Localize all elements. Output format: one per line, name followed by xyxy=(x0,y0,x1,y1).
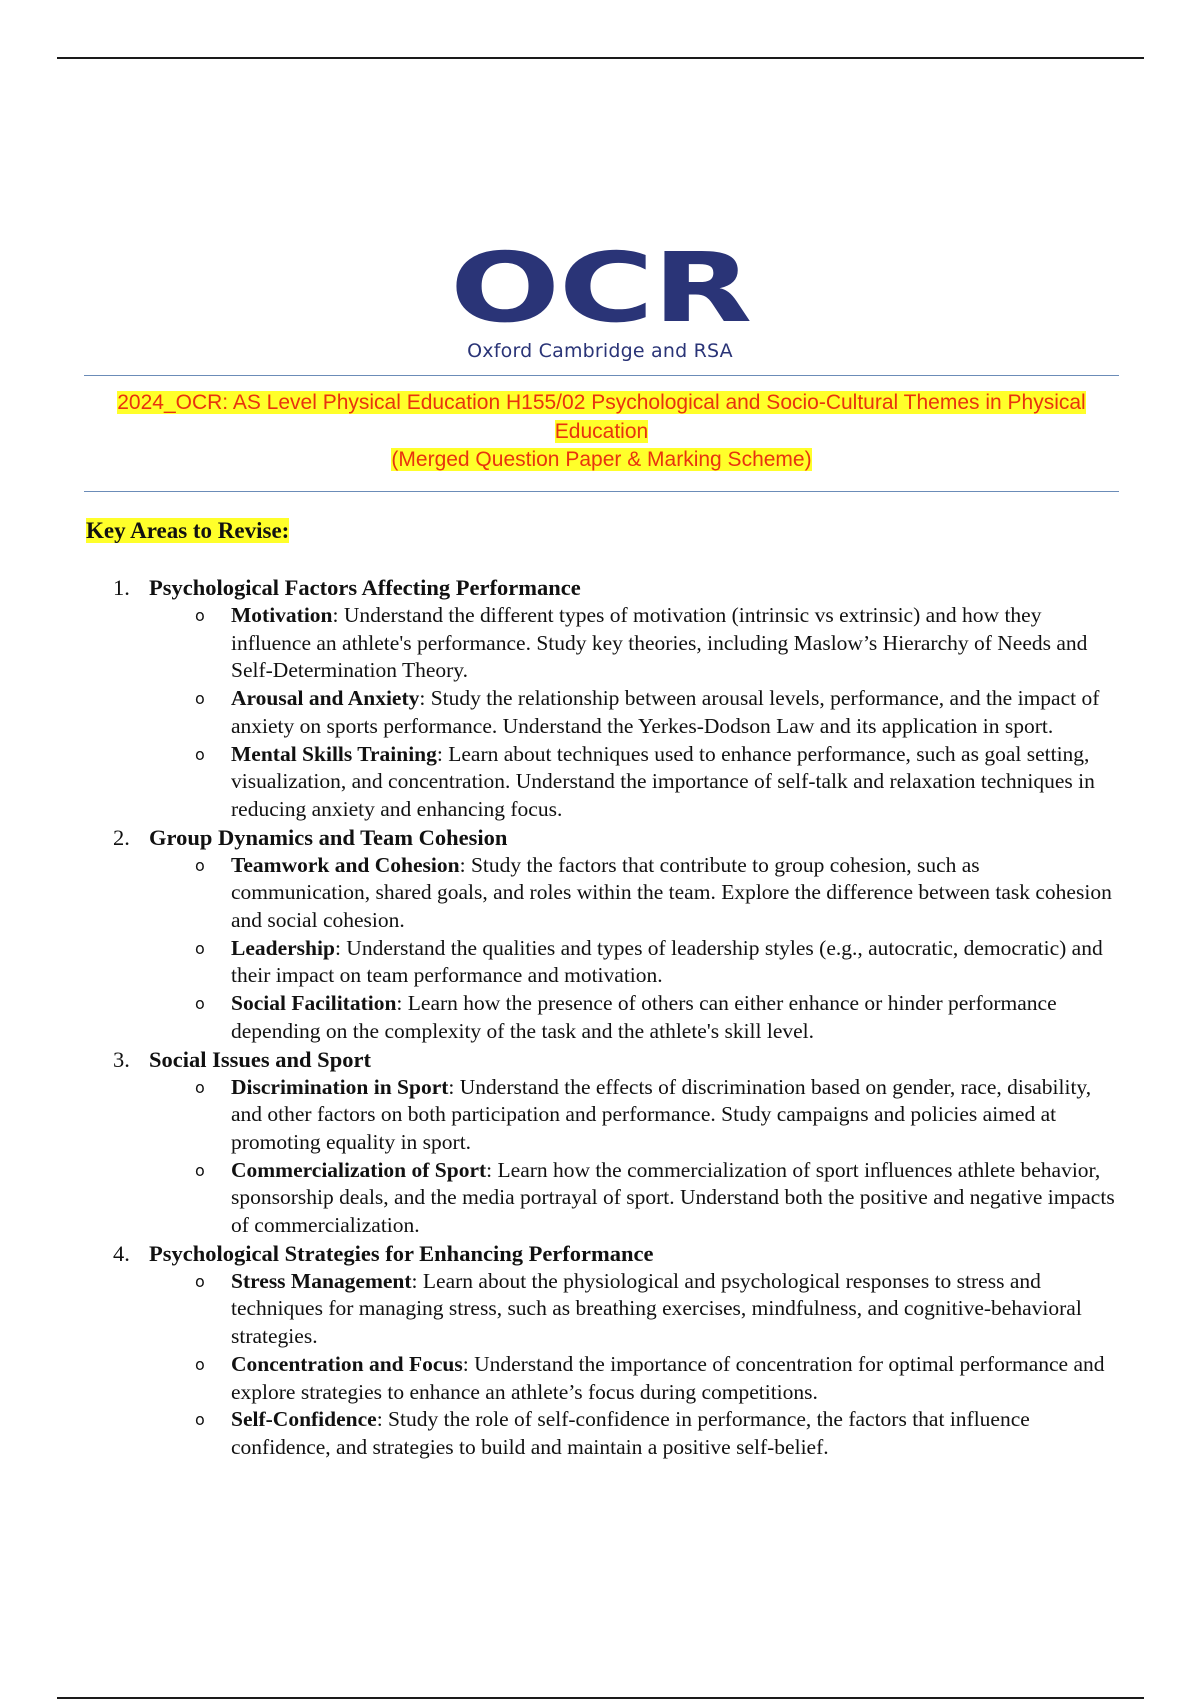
circle-bullet-icon: o xyxy=(195,606,205,625)
item-term: Stress Management xyxy=(231,1268,412,1293)
list-item xyxy=(0,741,1119,824)
item-text: : Study the relationship between arousal levels, performance, and the impact of anxiety on sports performance. Understand the Yerkes-Dodson Law and its application in sport. xyxy=(231,686,1100,738)
circle-bullet-icon: o xyxy=(195,1410,205,1430)
circle-bullet-icon: o xyxy=(195,744,205,764)
item-text: : Understand the different types of motivation (intrinsic vs extrinsic) and how they influence an athlete's performance. Study key theories, including Maslow’s Hierarchy of Needs and Self-Determination Theory. xyxy=(231,603,1088,683)
circle-bullet-icon: o xyxy=(195,1077,205,1097)
section-2 xyxy=(0,824,1200,1046)
item-term: Concentration and Focus xyxy=(231,1351,463,1376)
circle-bullet-icon: o xyxy=(195,1354,205,1374)
section-4 xyxy=(0,1240,1200,1462)
item-term: Teamwork and Cohesion xyxy=(231,852,460,877)
item-text: : Understand the qualities and types of leadership styles (e.g., autocratic, democratic) and their impact on team performance and motivation. xyxy=(231,935,1103,988)
item-text: : Study the factors that contribute to group cohesion, such as communication, shared goals, and roles within the team. Explore the difference between task cohesion and social cohesion. xyxy=(231,852,1112,933)
logo-subtitle: Oxford Cambridge and RSA xyxy=(467,340,733,362)
revision-list xyxy=(0,574,1200,1462)
list-item xyxy=(0,935,1119,990)
key-areas-heading: Key Areas to Revise: xyxy=(86,518,290,543)
list-item xyxy=(0,1074,1119,1157)
list-item xyxy=(0,602,1119,685)
bottom-rule xyxy=(57,1697,1144,1699)
title-bottom-divider xyxy=(84,491,1119,492)
list-item xyxy=(0,990,1119,1045)
list-item xyxy=(0,685,1119,740)
circle-bullet-icon: o xyxy=(195,1160,205,1180)
item-text: : Learn about the physiological and psychological responses to stress and techniques for managing stress, such as breathing exercises, mindfulness, and cognitive-behavioral strategies. xyxy=(231,1268,1082,1349)
circle-bullet-icon: o xyxy=(195,938,205,958)
item-text: : Learn about techniques used to enhance performance, such as goal setting, visualization, and concentration. Understand the importance of self-talk and relaxation techniques in reducing anxiety and enhancing focus. xyxy=(231,741,1095,821)
section-heading: 4. Psychological Strategies for Enhancing Performance xyxy=(113,1240,654,1266)
section-number: 3. xyxy=(113,1046,130,1072)
list-item xyxy=(0,1268,1119,1351)
circle-bullet-icon: o xyxy=(195,689,205,709)
document-title xyxy=(84,389,1119,475)
list-item xyxy=(0,1157,1119,1240)
title-line-3: (Merged Question Paper & Marking Scheme) xyxy=(391,448,812,471)
section-number: 2. xyxy=(113,824,130,850)
list-item xyxy=(0,1406,1119,1461)
item-term: Motivation xyxy=(231,603,333,627)
item-text: : Understand the importance of concentration for optimal performance and explore strategies to enhance an athlete’s focus during competitions. xyxy=(231,1351,1105,1404)
item-term: Commercialization of Sport xyxy=(231,1157,487,1182)
item-term: Mental Skills Training xyxy=(231,741,437,766)
item-text: : Study the role of self-confidence in performance, the factors that influence confidence, and strategies to build and maintain a positive self-belief. xyxy=(231,1407,1030,1459)
ocr-logo xyxy=(0,232,1200,362)
section-heading: 3. Social Issues and Sport xyxy=(113,1046,371,1072)
section-number: 4. xyxy=(113,1240,130,1266)
list-item xyxy=(0,1351,1119,1406)
title-line-2: Education xyxy=(554,419,649,443)
title-top-divider xyxy=(84,375,1119,376)
circle-bullet-icon: o xyxy=(195,855,205,875)
title-line-1: 2024_OCR: AS Level Physical Education H155/02 Psychological and Socio-Cultural Themes in Physical xyxy=(117,391,1086,414)
item-text: : Understand the effects of discrimination based on gender, race, disability, and other factors on both participation and performance. Study campaigns and policies aimed at promoting equality in sport. xyxy=(231,1074,1092,1154)
item-term: Leadership xyxy=(231,935,335,960)
item-term: Social Facilitation xyxy=(231,991,397,1016)
circle-bullet-icon: o xyxy=(195,1271,205,1291)
circle-bullet-icon: o xyxy=(195,994,205,1014)
section-number: 1. xyxy=(113,575,130,600)
item-term: Self-Confidence xyxy=(231,1407,377,1432)
section-3 xyxy=(0,1046,1200,1240)
item-text: : Learn how the commercialization of sport influences athlete behavior, sponsorship deals, and the media portrayal of sport. Understand both the positive and negative impacts of commercialization. xyxy=(231,1157,1115,1238)
section-1 xyxy=(0,574,1200,824)
section-heading: 2. Group Dynamics and Team Cohesion xyxy=(113,824,508,850)
item-term: Discrimination in Sport xyxy=(231,1074,449,1099)
top-rule xyxy=(57,57,1144,59)
list-item xyxy=(0,852,1119,935)
item-text: : Learn how the presence of others can either enhance or hinder performance depending on the complexity of the task and the athlete's skill level. xyxy=(231,991,1057,1043)
logo-mark: OCR xyxy=(449,232,751,344)
item-term: Arousal and Anxiety xyxy=(231,686,420,711)
section-heading: 1. Psychological Factors Affecting Performance xyxy=(113,575,581,600)
